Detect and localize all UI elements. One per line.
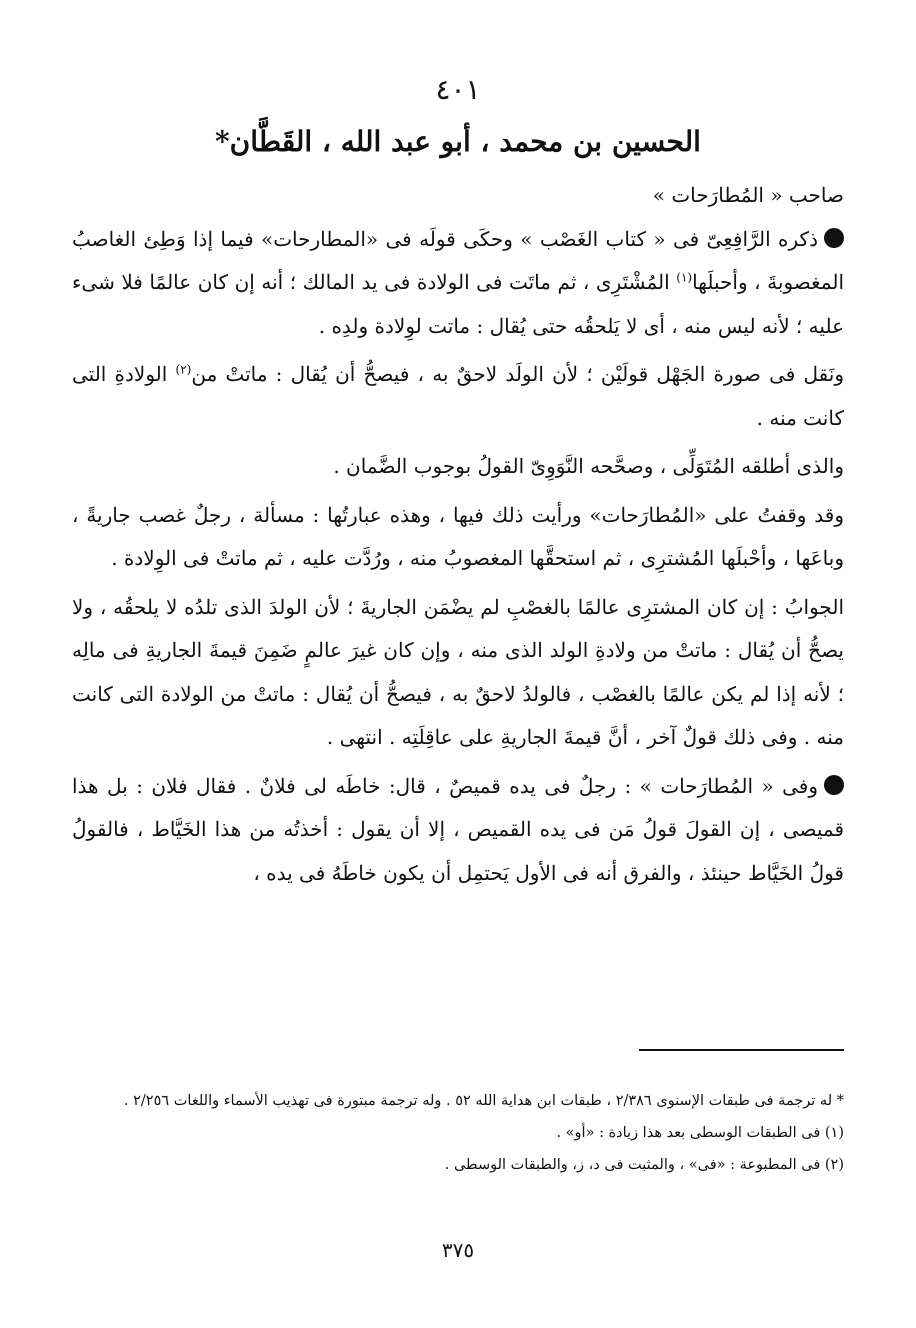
footnote-star: * له ترجمة فى طبقات الإسنوى ٢/٣٨٦ ، طبقات ابن هداية الله ٥٢ . وله ترجمة مبتورة فى تهذيب الأسماء واللغات ٢/٢٥٦ .	[123, 1093, 844, 1109]
paragraph-6	[72, 765, 844, 896]
paragraph-2	[72, 353, 844, 440]
main-text	[72, 174, 844, 900]
bullet-icon	[824, 228, 844, 248]
paragraph-1-text-a: ذكره الرَّافِعِىّ فى « كتاب الغَصْب » وحكَى قولَه فى «المطارحات» فيما إذا وَطِئ الغاصبُ المغصوبةَ ، وأحبلَها	[72, 226, 844, 294]
paragraph-3: والذى أطلقه المُتَوَلِّى ، وصحَّحه النَّوَوِىّ القولُ بوجوب الضَّمان .	[333, 454, 844, 478]
paragraph-1-text-b: المُشْتَرِى ، ثم ماتَت فى الولادة فى يد المالك ؛ أنه إن كان عالمًا فلا شىء عليه ؛ لأنه ليس منه ، أى لا يَلحقُه حتى يُقال : ماتت لوِلادة ولدِه .	[72, 270, 844, 338]
subtitle: صاحب « المُطارَحات »	[652, 183, 844, 207]
entry-title: الحسين بن محمد ، أبو عبد الله ، القَطَّان*	[215, 125, 701, 158]
bullet-icon	[824, 775, 844, 795]
paragraph-5: الجوابُ : إن كان المشترِى عالمًا بالغصْبِ لم يضْمَن الجاريةَ ؛ لأن الولدَ الذى تلدُه لا يلحقُه ، ولا يصحُّ أن يُقال : ماتتْ من ولادةِ الولد الذى منه ، وإن كان غيرَ عالمٍ ضَمِنَ قيمةَ الجاريةِ فى مالِه ؛ لأنه إذا لم يكن عالمًا بالغصْب ، فالولدُ لاحقٌ به ، فيصحُّ أن يُقال : ماتتْ من الولادة التى كانت منه . وفى ذلك قولٌ آخر ، أنَّ قيمةَ الجاريةِ على عاقِلَتِه . انتهى .	[72, 594, 845, 749]
paragraph-6-text: وفى « المُطارَحات » : رجلٌ فى يده قميصٌ ، قال: خاطَه لى فلانٌ . فقال فلان : بل هذا قميصى ، إن القولَ قولُ مَن فى يده القميص ، إلا أن يقول : أخذتُه من هذا الخَيَّاط ، فالقولُ قولُ الخَيَّاط حينئذ ، والفرق أنه فى الأول يَحتمِل أن يكون خاطَهُ فى يده ،	[72, 773, 844, 885]
paragraph-1	[72, 218, 844, 349]
footnote-ref-1: (١)	[676, 270, 693, 285]
paragraph-4: وقد وقفتُ على «المُطارَحات» ورأيت ذلك فيها ، وهذه عبارتُها : مسألة ، رجلٌ غصب جاريةً ، وباعَها ، وأحْبلَها المُشترِى ، ثم استحقَّها المغصوبُ منه ، ورُدَّت عليه ، ثم ماتتْ فى الوِلادة .	[72, 502, 844, 570]
footnote-1: (١) فى الطبقات الوسطى بعد هذا زيادة : «أو» .	[556, 1125, 844, 1141]
footnote-ref-2: (٢)	[175, 362, 192, 377]
footnote-divider	[639, 1049, 844, 1051]
footnotes	[72, 1088, 844, 1184]
footnote-2: (٢) فى المطبوعة : «فى» ، والمثبت فى د، ز، والطبقات الوسطى .	[444, 1157, 844, 1173]
paragraph-2-text-a: ونَقل فى صورة الجَهْل قولَيْن ؛ لأن الولَد لاحقٌ به ، فيصحُّ أن يُقال : ماتتْ من	[191, 362, 845, 386]
page-number: ٣٧٥	[441, 1238, 475, 1262]
paragraph-2-text-b: الولادةِ التى كانت منه .	[72, 362, 844, 430]
entry-number: ٤٠١	[435, 73, 481, 106]
